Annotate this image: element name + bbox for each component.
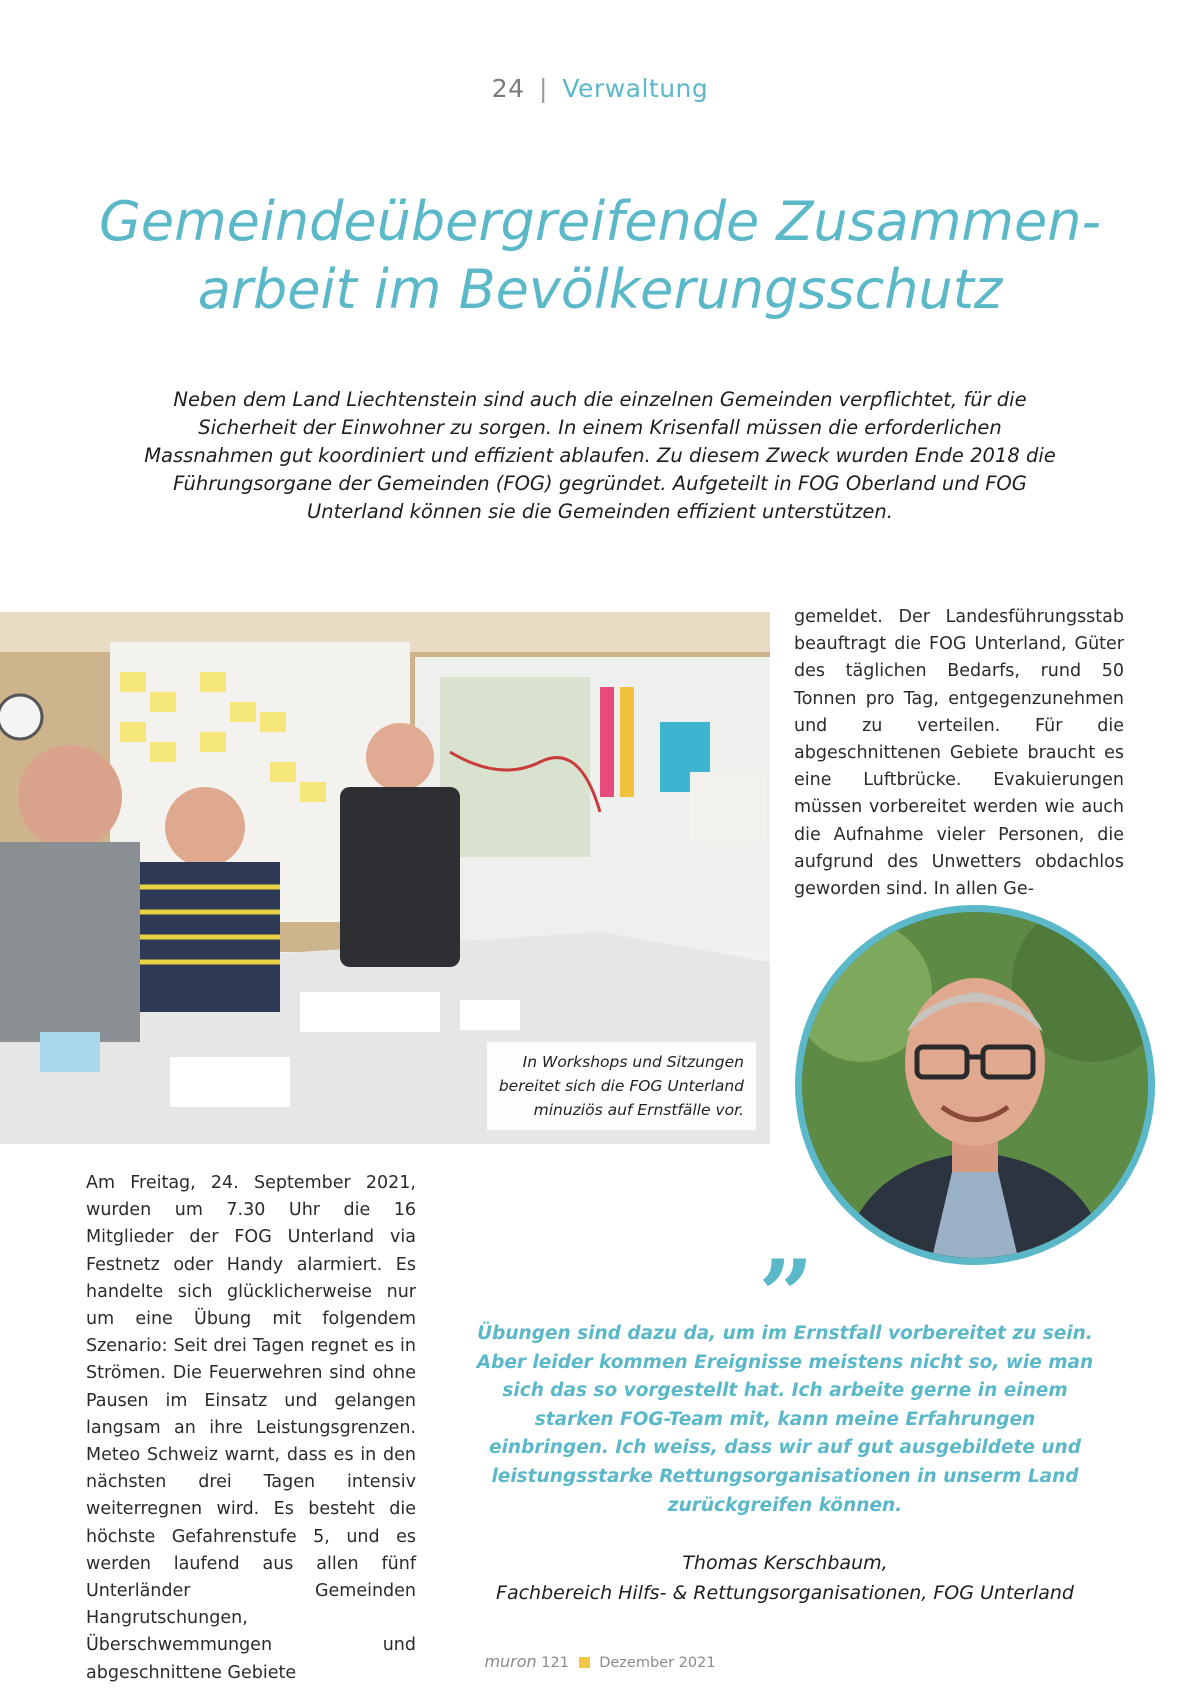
photo-caption [487,1042,756,1130]
body-text-left: Am Freitag, 24. September 2021, wurden um 7.30 Uhr die 16 Mitglieder der FOG Unterland via Festnetz oder Handy alarmiert. Es handelte sich glücklicherweise nur um eine Übung mit folgendem Szenario: Seit drei Tagen regnet es in Strömen. Die Feuerwehren sind ohne Pausen im Einsatz und gelangen langsam an ihre Leistungsgrenzen. Meteo Schweiz warnt, dass es in den nächsten drei Tagen intensiv weiterregnen wird. Es besteht die höchste Gefahrenstufe 5, und es werden laufend aus allen fünf Unterländer Gemeinden Hangrutschungen, Überschwemmungen und abgeschnittene Gebiete [86,1173,416,1683]
quote-author: Thomas Kerschbaum, [682,1552,888,1574]
workshop-photo [0,612,770,1144]
article-title [60,188,1140,324]
portrait-photo [795,905,1155,1265]
footer-dot-icon [579,1657,590,1668]
page-footer [0,1652,1200,1671]
quote-author-role: Fachbereich Hilfs- & Rettungsorganisationen, FOG Unterland [496,1582,1074,1604]
quote-attribution [470,1548,1100,1608]
section-name: Verwaltung [562,74,709,103]
title-line-1: Gemeindeübergreifende Zusammen- [99,190,1101,253]
body-text-right: gemeldet. Der Landesführungsstab beauftragt die FOG Unterland, Güter des täglichen Bedarfs, rund 50 Tonnen pro Tag, entgegenzunehmen und zu verteilen. Für die abgeschnittenen Gebiete braucht es eine Luftbrücke. Evakuierungen müssen vorbereitet werden wie auch die Aufnahme vieler Personen, die aufgrund des Unwetters obdachlos geworden sind. In allen Ge- [794,607,1124,900]
page-number: 24 [491,74,525,103]
portrait-illustration [802,912,1148,1258]
quote-line-6: leistungsstarke Rettungsorganisationen in unserm Land [491,1465,1079,1487]
quote-line-1: Übungen sind dazu da, um im Ernstfall vorbereitet zu sein. [477,1323,1093,1344]
header-separator: | [538,74,548,103]
quote-icon: ” [758,1239,814,1352]
issue-date: Dezember 2021 [599,1655,716,1671]
issue-number: 121 [541,1655,569,1671]
body-column-right [794,604,1124,903]
pull-quote [470,1320,1100,1520]
title-line-2: arbeit im Bevölkerungsschutz [197,258,1003,321]
quote-line-4: starken FOG-Team mit, kann meine Erfahrungen [534,1408,1036,1430]
body-column-left [86,1170,416,1687]
quote-line-2: Aber leider kommen Ereignisse meistens nicht so, wie man [476,1351,1094,1373]
magazine-brand: muron [484,1652,537,1671]
caption-line-2: bereitet sich die FOG Unterland [498,1077,744,1095]
caption-line-1: In Workshops und Sitzungen [522,1053,744,1071]
lead-paragraph: Neben dem Land Liechtenstein sind auch die einzelnen Gemeinden verpflichtet, für die Sicherheit der Einwohner zu sorgen. In einem Krisenfall müssen die erforderlichen Massnahmen gut koordiniert und effizient ablaufen. Zu diesem Zweck wurden Ende 2018 die Führungsorgane der Gemeinden (FOG) gegründet. Aufgeteilt in FOG Oberland und FOG Unterland können sie die Gemeinden effizient unterstützen. [144,388,1056,523]
quote-line-3: sich das so vorgestellt hat. Ich arbeite gerne in einem [502,1380,1068,1402]
quote-line-5: einbringen. Ich weiss, dass wir auf gut ausgebildete und [489,1437,1081,1459]
page-header [0,74,1200,103]
caption-line-3: minuziös auf Ernstfälle vor. [533,1101,744,1119]
quote-line-7: zurückgreifen können. [667,1494,903,1516]
